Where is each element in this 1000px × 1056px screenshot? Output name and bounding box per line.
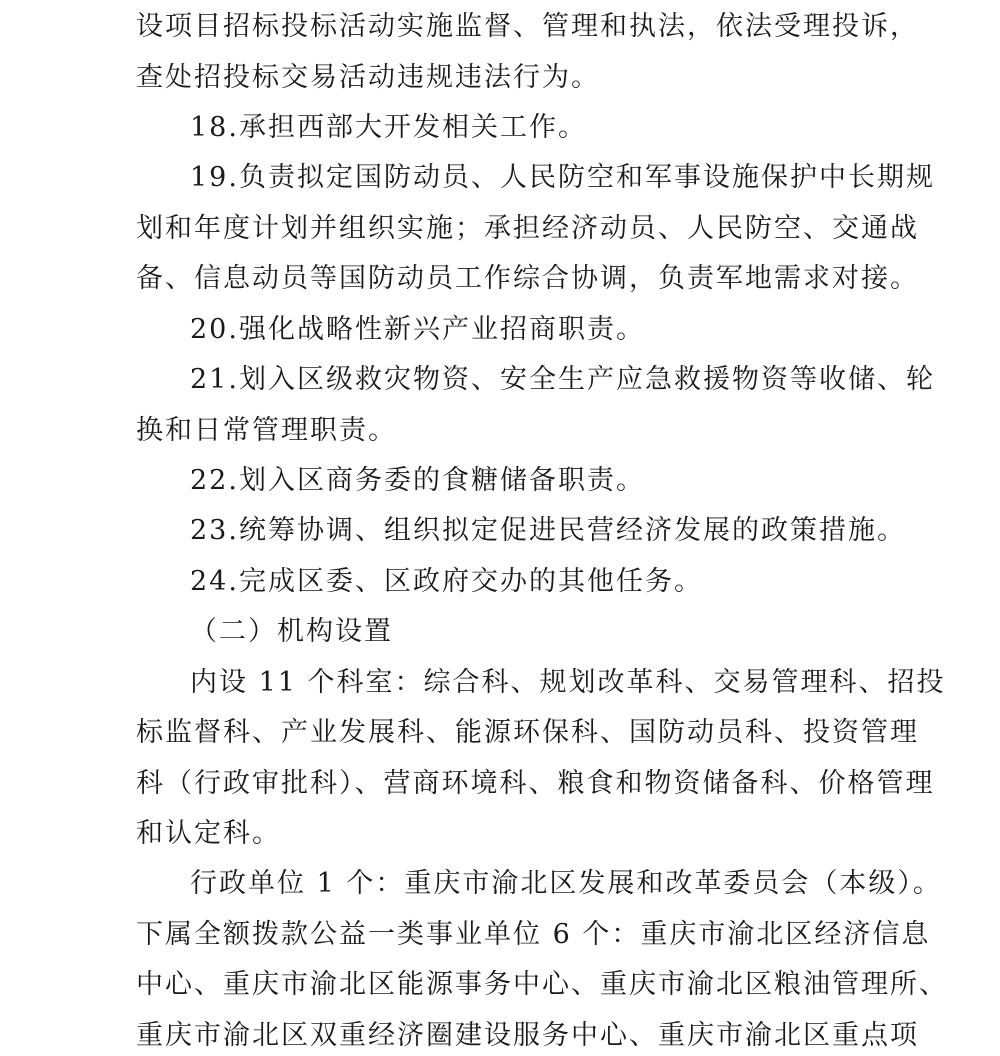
list-item-24: 24.完成区委、区政府交办的其他任务。 xyxy=(190,566,703,597)
text-line-19: 下属全额拨款公益一类事业单位 6 个：重庆市渝北区经济信息 xyxy=(136,919,931,950)
list-item-21: 21.划入区级救灾物资、安全生产应急救援物资等收储、轮 xyxy=(190,364,935,395)
text-line-6: 备、信息动员等国防动员工作综合协调，负责军地需求对接。 xyxy=(136,263,919,294)
text-line-14: 内设 11 个科室：综合科、规划改革科、交易管理科、招投 xyxy=(190,667,946,698)
text-line-21: 重庆市渝北区双重经济圈建设服务中心、重庆市渝北区重点项 xyxy=(136,1020,919,1051)
text-line-16: 科（行政审批科）、营商环境科、粮食和物资储备科、价格管理 xyxy=(136,768,935,799)
text-line-17: 和认定科。 xyxy=(136,818,281,849)
text-line-20: 中心、重庆市渝北区能源事务中心、重庆市渝北区粮油管理所、 xyxy=(136,969,948,1000)
text-line-1: 设项目招标投标活动实施监督、管理和执法，依法受理投诉， xyxy=(136,11,919,42)
list-item-19: 19.负责拟定国防动员、人民防空和军事设施保护中长期规 xyxy=(190,162,935,193)
list-item-22: 22.划入区商务委的食糖储备职责。 xyxy=(190,465,645,496)
text-line-2: 查处招投标交易活动违规违法行为。 xyxy=(136,62,600,93)
list-item-23: 23.统筹协调、组织拟定促进民营经济发展的政策措施。 xyxy=(190,515,906,546)
text-line-18: 行政单位 1 个：重庆市渝北区发展和改革委员会（本级）。 xyxy=(190,868,942,899)
text-line-9: 换和日常管理职责。 xyxy=(136,415,397,446)
list-item-18: 18.承担西部大开发相关工作。 xyxy=(190,112,587,143)
list-item-20: 20.强化战略性新兴产业招商职责。 xyxy=(190,314,645,345)
section-heading: （二）机构设置 xyxy=(190,616,393,647)
text-line-15: 标监督科、产业发展科、能源环保科、国防动员科、投资管理 xyxy=(136,717,919,748)
text-line-5: 划和年度计划并组织实施；承担经济动员、人民防空、交通战 xyxy=(136,213,919,244)
